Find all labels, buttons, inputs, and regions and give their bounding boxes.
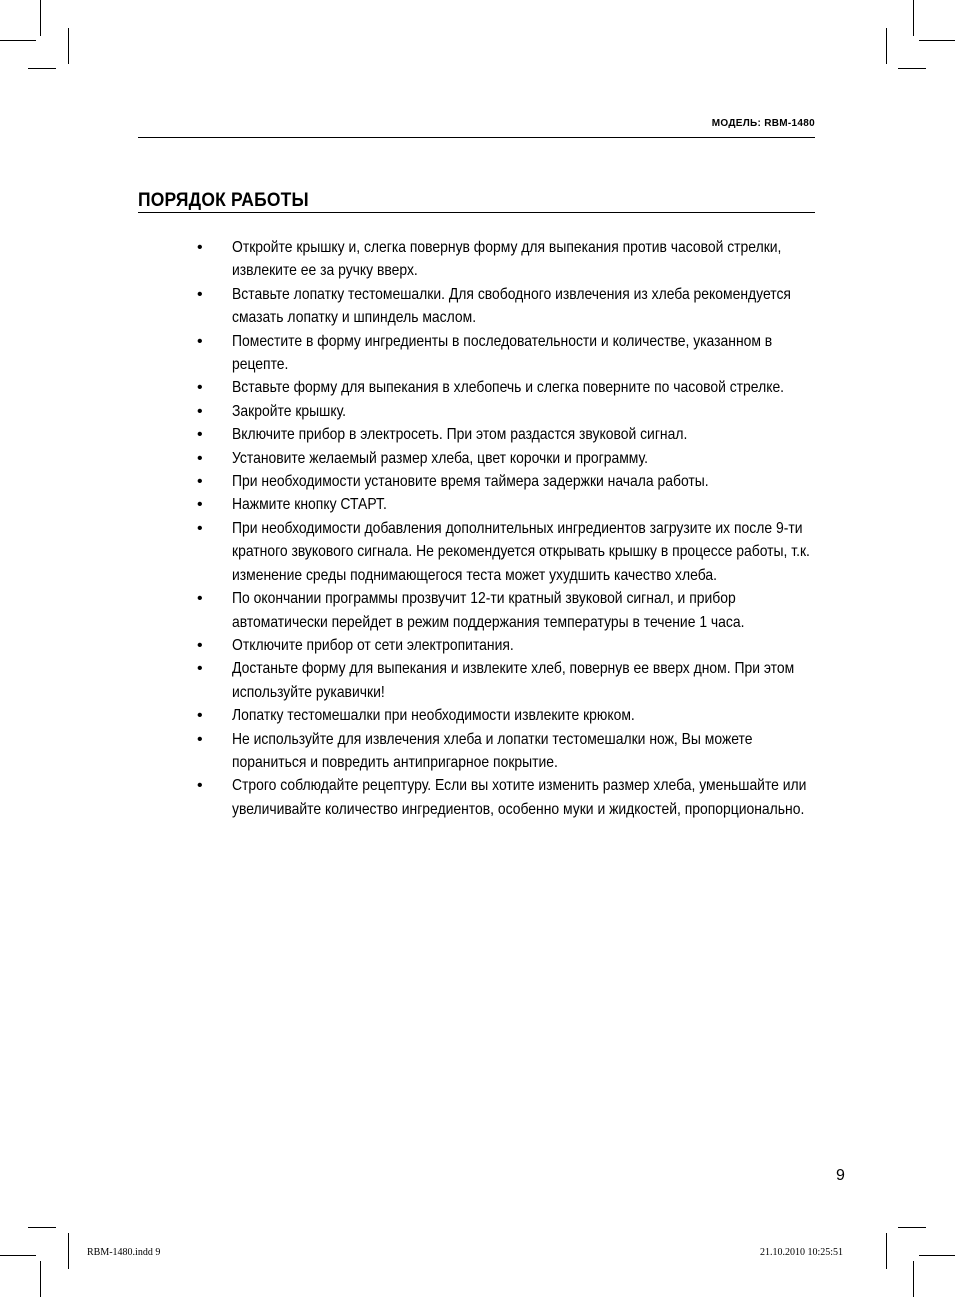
bullet-icon: • — [197, 285, 203, 303]
list-item-text: Нажмите кнопку СТАРТ. — [232, 496, 387, 514]
bullet-icon: • — [197, 590, 203, 608]
bullet-icon: • — [197, 660, 203, 678]
list-item-text: Отключите прибор от сети электропитания. — [232, 636, 514, 654]
slug-datetime: 21.10.2010 10:25:51 — [760, 1247, 844, 1258]
section-divider — [138, 212, 815, 213]
slug-filename: RBM-1480.indd 9 — [87, 1247, 161, 1258]
list-item-text: Закройте крышку. — [232, 402, 347, 420]
list-item — [195, 517, 825, 587]
list-item — [195, 423, 825, 446]
list-item-text: По окончании программы прозвучит 12-ти кратный звуковой сигнал, и прибор автоматически перейдет в режим поддержания температуры в течение 1 часа. — [232, 590, 745, 631]
bullet-icon: • — [197, 496, 203, 514]
header-divider — [138, 137, 815, 138]
bullet-icon: • — [197, 707, 203, 725]
list-item — [195, 728, 825, 775]
bullet-icon: • — [197, 332, 203, 350]
list-item — [195, 657, 825, 704]
list-item — [195, 447, 825, 470]
list-item-text: Вставьте лопатку тестомешалки. Для свободного извлечения из хлеба рекомендуется смазать лопатку и шпиндель маслом. — [232, 285, 791, 327]
header-model-label: МОДЕЛЬ: RBM-1480 — [711, 118, 815, 129]
list-item — [195, 376, 825, 399]
list-item — [195, 330, 825, 377]
list-item — [195, 236, 825, 283]
list-item-text: Установите желаемый размер хлеба, цвет корочки и программу. — [232, 449, 648, 467]
list-item-text: Откройте крышку и, слегка повернув форму для выпекания против часовой стрелки, извлеките ее за ручку вверх. — [232, 239, 782, 280]
list-item — [195, 704, 825, 727]
list-item-text: Строго соблюдайте рецептуру. Если вы хотите изменить размер хлеба, уменьшайте или увеличивайте количество ингредиентов, особенно муки и жидкостей, пропорционально. — [232, 777, 807, 818]
bullet-icon: • — [197, 473, 203, 491]
bullet-icon: • — [197, 239, 203, 256]
bullet-icon: • — [197, 379, 203, 397]
bullet-icon: • — [197, 519, 203, 537]
list-item — [195, 283, 825, 330]
list-item-text: Достаньте форму для выпекания и извлеките хлеб, повернув ее вверх дном. При этом используйте рукавички! — [232, 660, 795, 701]
list-item-text: Включите прибор в электросеть. При этом раздастся звуковой сигнал. — [232, 426, 688, 444]
list-item — [195, 493, 825, 516]
list-item — [195, 587, 825, 634]
bullet-icon: • — [197, 449, 203, 467]
bullet-icon: • — [197, 730, 203, 748]
bullet-icon: • — [197, 777, 203, 795]
page-number: 9 — [836, 1167, 845, 1184]
list-item — [195, 400, 825, 423]
bullet-icon: • — [197, 426, 203, 444]
section-title: ПОРЯДОК РАБОТЫ — [138, 190, 309, 211]
list-item-text: Лопатку тестомешалки при необходимости извлеките крюком. — [232, 707, 635, 725]
bullet-icon: • — [197, 402, 203, 420]
list-item-text: Не используйте для извлечения хлеба и лопатки тестомешалки нож, Вы можете пораниться и повредить антипригарное покрытие. — [232, 730, 753, 771]
instruction-list — [195, 236, 825, 821]
list-item — [195, 634, 825, 657]
list-item-text: Поместите в форму ингредиенты в последовательности и количестве, указанном в рецепте. — [232, 332, 773, 374]
list-item — [195, 470, 825, 493]
list-item — [195, 774, 825, 821]
list-item-text: Вставьте форму для выпекания в хлебопечь и слегка поверните по часовой стрелке. — [232, 379, 785, 397]
bullet-icon: • — [197, 636, 203, 654]
list-item-text: При необходимости установите время таймера задержки начала работы. — [232, 473, 709, 491]
list-item-text: При необходимости добавления дополнительных ингредиентов загрузите их после 9-ти кратного звукового сигнала. Не рекомендуется открывать крышку в процессе работы, т.к. изменение среды поднимающегося теста может ухудшить качество хлеба. — [232, 519, 810, 584]
